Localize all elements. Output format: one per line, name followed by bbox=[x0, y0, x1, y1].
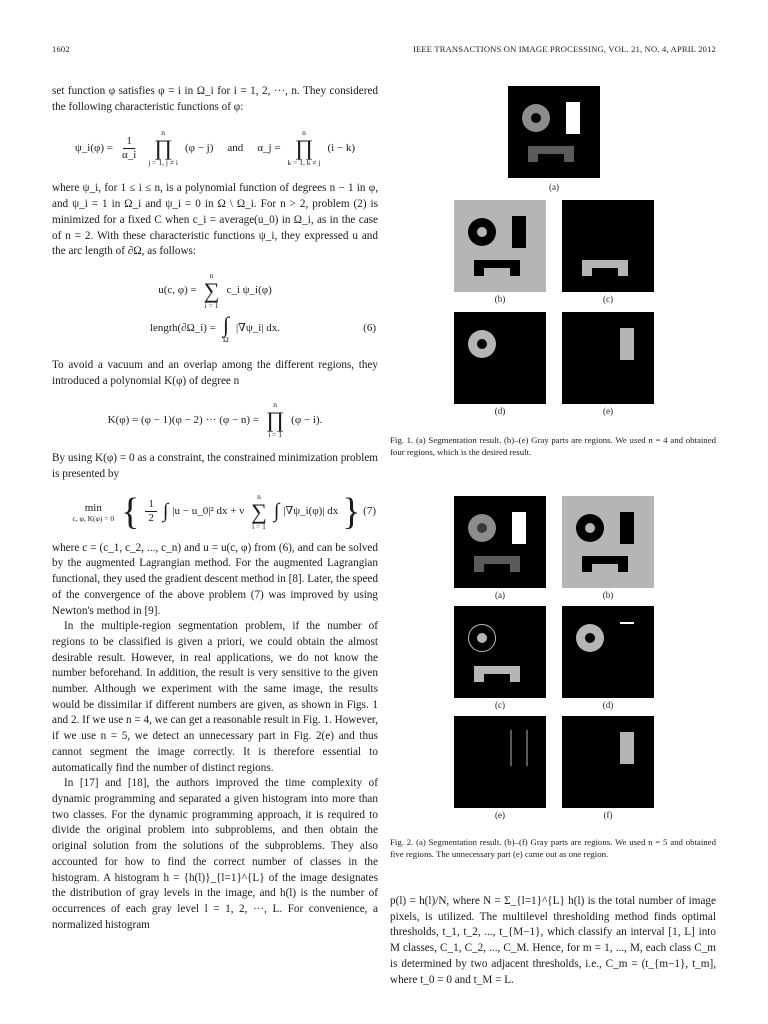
fig1-label-d: (d) bbox=[494, 406, 506, 416]
eq5-min bbox=[72, 501, 114, 523]
paragraph-3: To avoid a vacuum and an overlap among the different regions, they introduced a polynomial K(φ) of degree n bbox=[52, 358, 378, 387]
paragraph-5: where c = (c_1, c_2, ..., c_n) and u = u(c, φ) from (6), and can be solved by the augmented Lagrangian method. For the augmented Lagrangian functional, they used the gradient descent method in [8]. Later, the speed of the convergence of the above problem (7) was improved by using Newton's method in [9]. bbox=[52, 541, 378, 617]
fig2-image-d bbox=[562, 606, 654, 698]
paragraph-2: where ψ_i, for 1 ≤ i ≤ n, is a polynomial function of degrees n − 1 in φ, and ψ_i = 1 in Ω_i and ψ_i = 0 in Ω \ Ω_i. For n > 2, problem (2) is minimized for a fixed C when c_i = average(u_0) in Ω_i, as in the case of n = 2. With these characteristic functions ψ_i, they expressed u and the arc length of ∂Ω, as follows: bbox=[52, 182, 378, 258]
edge-right bbox=[526, 730, 528, 766]
eq1-alpha: α_j = bbox=[257, 141, 281, 154]
eq4-product bbox=[266, 401, 284, 439]
sum-symbol: ∑ bbox=[251, 498, 267, 524]
right-brace: } bbox=[342, 490, 361, 533]
eq5-sum-bot: i = 1 bbox=[252, 521, 266, 531]
equation-length bbox=[52, 311, 378, 344]
right-column-paragraph: p(l) = h(l)/N, where N = Σ_{l=1}^{L} h(l) is the total number of image pixels, is utilized. The multilevel thresholding method finds optimal thresholds, t_1, t_2, ..., t_{M−1}, which classify an interval [1, L] into M classes, C_1, C_2, ..., C_M. Hence, for m = 1, ..., M, each class C_m is determined by two adjacent thresholds, i.e., C_m = (t_{m−1}, t_m], where t_0 = 0 and t_M = L. bbox=[390, 895, 716, 986]
left-brace: { bbox=[121, 490, 140, 533]
rect-shape bbox=[512, 512, 526, 544]
eq1-prod-bot: j = 1, j ≠ i bbox=[148, 158, 178, 168]
fig1-label-b: (b) bbox=[494, 294, 506, 304]
eq5-sum bbox=[251, 493, 267, 531]
eq2-sum-top: n bbox=[209, 270, 214, 280]
eq1-fraction bbox=[119, 135, 139, 162]
equation-number-7: (7) bbox=[363, 505, 376, 518]
eq2-lhs: u(c, φ) = bbox=[158, 284, 197, 297]
eq5-half-num: 1 bbox=[145, 498, 157, 512]
eq4-body: K(φ) = (φ − 1)(φ − 2) ··· (φ − n) = bbox=[107, 413, 260, 426]
integral-symbol: ∫ bbox=[222, 311, 229, 337]
ring-hole bbox=[585, 633, 595, 643]
rect-shape bbox=[620, 512, 634, 544]
rect-edge bbox=[620, 622, 634, 624]
eq5-body2: |∇ψ_i(φ)| dx bbox=[283, 505, 339, 518]
product-symbol: ∏ bbox=[294, 135, 314, 161]
fig1-image-b bbox=[454, 200, 546, 292]
paragraph-7: In [17] and [18], the authors improved the time complexity of dynamic programming and separated a given histogram into more than two classes. For the dynamic programming approach, it is required to divide the original problem into subproblems, and then obtain the original solution from the solutions of the subproblems. They also accounted for how to find the correct number of classes in the histogram. A histogram h = {h(l)}_{l=1}^{L} of the image designates the distribution of gray levels in the image, and h(l) is the number of occurrences of each gray level l = 1, 2, ···, L. For convenience, a normalized histogram bbox=[52, 777, 378, 931]
ring-shape bbox=[576, 218, 604, 246]
fig1-image-d bbox=[454, 312, 546, 404]
eq5-half bbox=[145, 498, 157, 525]
ring-hole bbox=[477, 633, 487, 643]
fig2-label-a: (a) bbox=[495, 590, 505, 600]
eq1-frac-num: 1 bbox=[123, 135, 135, 149]
eq1-frac-den: α_i bbox=[122, 148, 137, 161]
fig1-label-e: (e) bbox=[603, 406, 613, 416]
journal-header: IEEE TRANSACTIONS ON IMAGE PROCESSING, VOL. 21, NO. 4, APRIL 2012 bbox=[412, 44, 716, 54]
fig2-image-f bbox=[562, 716, 654, 808]
fig2-label-c: (c) bbox=[495, 700, 505, 710]
eq1-term-2: (i − k) bbox=[327, 141, 356, 154]
arch-gap bbox=[484, 674, 510, 682]
fig1-label-a: (a) bbox=[549, 182, 559, 192]
arch-gap bbox=[592, 268, 618, 276]
ring-hole bbox=[477, 523, 487, 533]
eq3-lhs: length(∂Ω_i) = bbox=[149, 322, 216, 335]
eq1-term: (φ − j) bbox=[184, 141, 214, 154]
paragraph-6: In the multiple-region segmentation problem, if the number of regions to be classified is given a priori, we could obtain the almost desirable result. However, in real applications, we do not know the number beforehand. In addition, the result is very sensitive to the given number. Although we experiment with the same image, the results would be dissimilar if different numbers are given, as shown in Figs. 1 and 2. If we use n = 4, we can get a reasonable result in Fig. 1. However, if we use n = 5, we detect an unnecessary part in Fig. 2(e) and thus cannot segment the image correctly. It is therefore essential to automatically find the number of distinct regions. bbox=[52, 620, 378, 774]
ring-hole bbox=[531, 113, 541, 123]
arch-gap bbox=[538, 154, 564, 162]
equation-number-6: (6) bbox=[363, 322, 376, 335]
eq3-domain: Ω bbox=[223, 334, 229, 344]
eq5-sum-top: n bbox=[257, 491, 261, 501]
ring-hole bbox=[477, 339, 487, 349]
eq1-and: and bbox=[227, 141, 244, 154]
eq5-min-sub: c, φ, K(φ) = 0 bbox=[72, 513, 115, 523]
eq4-prod-top: n bbox=[273, 400, 277, 410]
eq2-sum bbox=[204, 272, 220, 310]
eq2-term: c_i ψ_i(φ) bbox=[226, 284, 272, 297]
arch-gap bbox=[484, 564, 510, 572]
equation-K bbox=[52, 401, 378, 439]
sum-symbol: ∑ bbox=[203, 277, 220, 303]
rect-shape bbox=[620, 216, 634, 248]
fig2-caption: Fig. 2. (a) Segmentation result. (b)–(f) Gray parts are regions. We used n = 5 and obtained five regions. The unnecessary part (e) came out as one region. bbox=[390, 837, 716, 859]
equation-characteristic bbox=[52, 129, 378, 167]
eq1-prod-top: n bbox=[161, 128, 165, 138]
product-symbol: ∏ bbox=[154, 135, 173, 161]
fig1-caption: Fig. 1. (a) Segmentation result. (b)–(e) Gray parts are regions. We used n = 4 and obtained four regions, which is the desired result. bbox=[390, 435, 716, 457]
paragraph-1: set function φ satisfies φ = i in Ω_i for i = 1, 2, ···, n. They considered the following characteristic functions of φ: bbox=[52, 85, 378, 113]
integral-symbol: ∫ bbox=[273, 500, 280, 523]
fig2-label-d: (d) bbox=[602, 700, 614, 710]
fig2-image-b bbox=[562, 496, 654, 588]
equation-min bbox=[52, 490, 378, 533]
integral-symbol: ∫ bbox=[162, 500, 169, 523]
ring-hole bbox=[477, 227, 487, 237]
eq1-product-2 bbox=[288, 129, 321, 167]
fig2-label-b: (b) bbox=[602, 590, 614, 600]
rect-shape bbox=[620, 328, 634, 360]
eq3-body: |∇ψ_i| dx. bbox=[235, 322, 280, 335]
left-column bbox=[52, 84, 378, 933]
page-number: 1602 bbox=[52, 44, 70, 54]
fig2-image-c bbox=[454, 606, 546, 698]
eq3-integral bbox=[222, 311, 229, 344]
fig1-label-c: (c) bbox=[603, 294, 613, 304]
eq1-product bbox=[148, 129, 178, 167]
equation-u bbox=[52, 272, 378, 310]
arch-gap bbox=[592, 564, 618, 572]
eq5-min-label: min bbox=[84, 501, 102, 514]
eq2-sum-bot: i = 1 bbox=[204, 300, 219, 310]
eq1-prod2-top: n bbox=[302, 128, 306, 138]
rect-shape bbox=[620, 732, 634, 764]
rect-shape bbox=[512, 216, 526, 248]
fig2-image-e bbox=[454, 716, 546, 808]
product-symbol: ∏ bbox=[266, 407, 285, 433]
eq1-lhs: ψ_i(φ) = bbox=[74, 141, 113, 154]
eq5-body1: |u − u_0|² dx + ν bbox=[172, 505, 245, 518]
paragraph-4: By using K(φ) = 0 as a constraint, the constrained minimization problem is presented by bbox=[52, 452, 378, 481]
fig1-image-e bbox=[562, 312, 654, 404]
fig1-image-a bbox=[508, 86, 600, 178]
edge-left bbox=[510, 730, 512, 766]
fig2-image-a bbox=[454, 496, 546, 588]
rect-shape bbox=[566, 102, 580, 134]
eq1-prod2-bot: k = 1, k ≠ j bbox=[287, 158, 321, 168]
ring-hole bbox=[585, 523, 595, 533]
eq4-prod-bot: i = 1 bbox=[268, 430, 283, 440]
arch-gap bbox=[484, 268, 510, 276]
eq4-term: (φ − i). bbox=[291, 413, 323, 426]
fig2-label-e: (e) bbox=[495, 810, 505, 820]
fig2-label-f: (f) bbox=[603, 810, 613, 820]
eq5-half-den: 2 bbox=[148, 512, 154, 525]
fig1-image-c bbox=[562, 200, 654, 292]
